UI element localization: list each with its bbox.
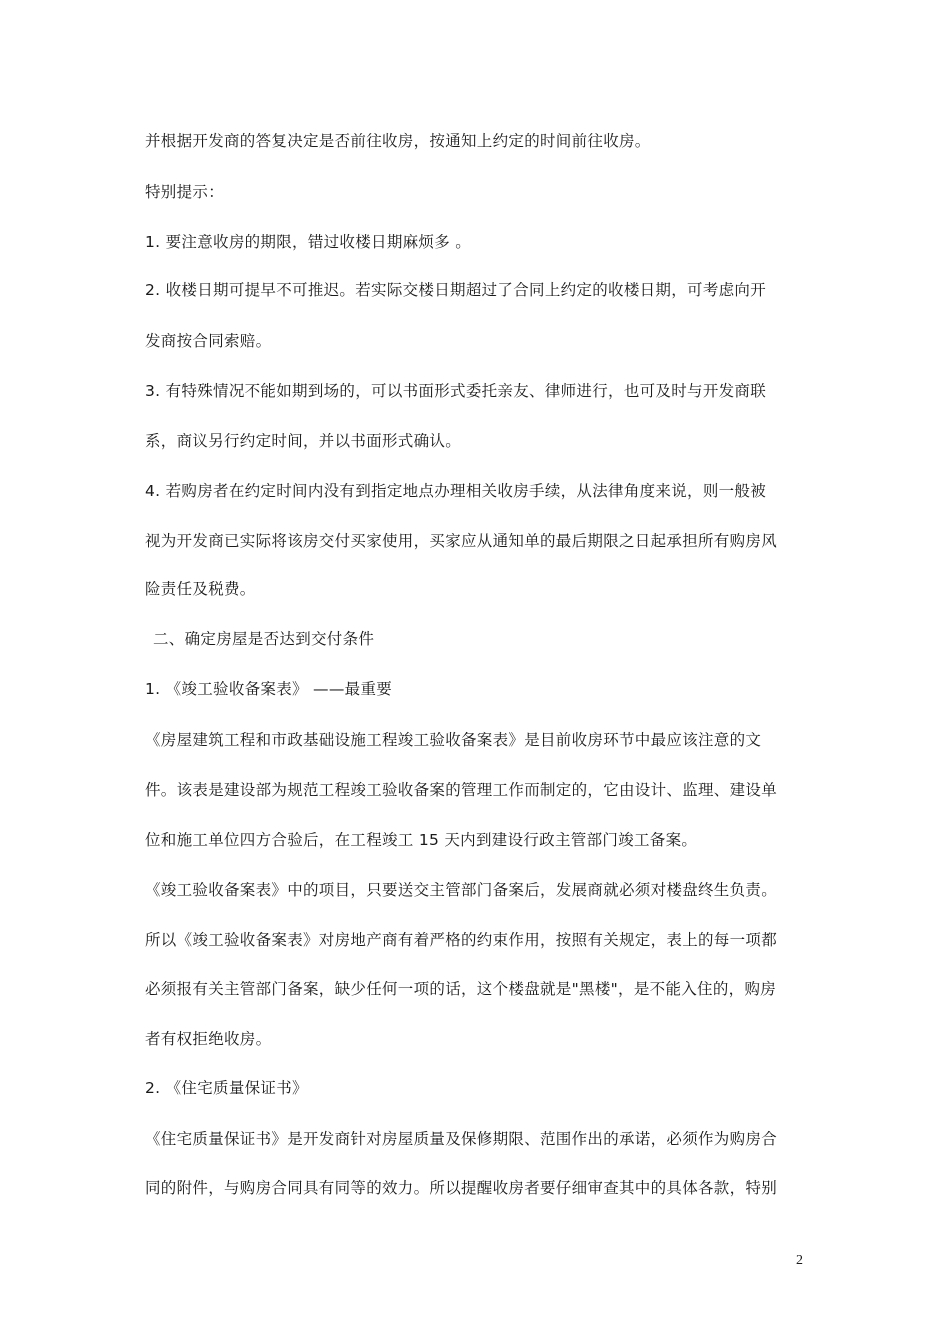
text-line: 1. 《竣工验收备案表》 ——最重要 <box>145 680 393 698</box>
text-line: 者有权拒绝收房。 <box>145 1030 272 1048</box>
text-line: 特别提示： <box>145 183 225 201</box>
text-line: 位和施工单位四方合验后，在工程竣工 15 天内到建设行政主管部门竣工备案。 <box>145 831 698 849</box>
text-line: 系，商议另行约定时间，并以书面形式确认。 <box>145 432 462 450</box>
text-line: 2. 《住宅质量保证书》 <box>145 1079 308 1097</box>
text-line: 必须报有关主管部门备案，缺少任何一项的话，这个楼盘就是"黑楼"，是不能入住的，购房 <box>145 980 777 998</box>
text-line: 2. 收楼日期可提早不可推迟。若实际交楼日期超过了合同上约定的收楼日期，可考虑向开 <box>145 281 767 299</box>
text-line: 《住宅质量保证书》是开发商针对房屋质量及保修期限、范围作出的承诺，必须作为购房合 <box>145 1130 778 1148</box>
section-heading: 二、确定房屋是否达到交付条件 <box>153 630 375 648</box>
text-line: 并根据开发商的答复决定是否前往收房，按通知上约定的时间前往收房。 <box>145 132 651 150</box>
text-line: 险责任及税费。 <box>145 580 256 598</box>
text-line: 视为开发商已实际将该房交付买家使用，买家应从通知单的最后期限之日起承担所有购房风 <box>145 532 778 550</box>
text-line: 4. 若购房者在约定时间内没有到指定地点办理相关收房手续，从法律角度来说，则一般被 <box>145 482 767 500</box>
text-line: 所以《竣工验收备案表》对房地产商有着严格的约束作用，按照有关规定，表上的每一项都 <box>145 931 778 949</box>
text-line: 《竣工验收备案表》中的项目，只要送交主管部门备案后，发展商就必须对楼盘终生负责。 <box>145 881 778 899</box>
text-line: 件。该表是建设部为规范工程竣工验收备案的管理工作而制定的，它由设计、监理、建设单 <box>145 781 778 799</box>
text-line: 同的附件，与购房合同具有同等的效力。所以提醒收房者要仔细审查其中的具体各款，特别 <box>145 1179 778 1197</box>
text-line: 发商按合同索赔。 <box>145 332 272 350</box>
page-number: 2 <box>796 1253 803 1268</box>
text-line: 《房屋建筑工程和市政基础设施工程竣工验收备案表》是目前收房环节中最应该注意的文 <box>145 731 762 749</box>
text-line: 3. 有特殊情况不能如期到场的，可以书面形式委托亲友、律师进行，也可及时与开发商联 <box>145 382 767 400</box>
text-line: 1. 要注意收房的期限，错过收楼日期麻烦多 。 <box>145 233 472 251</box>
